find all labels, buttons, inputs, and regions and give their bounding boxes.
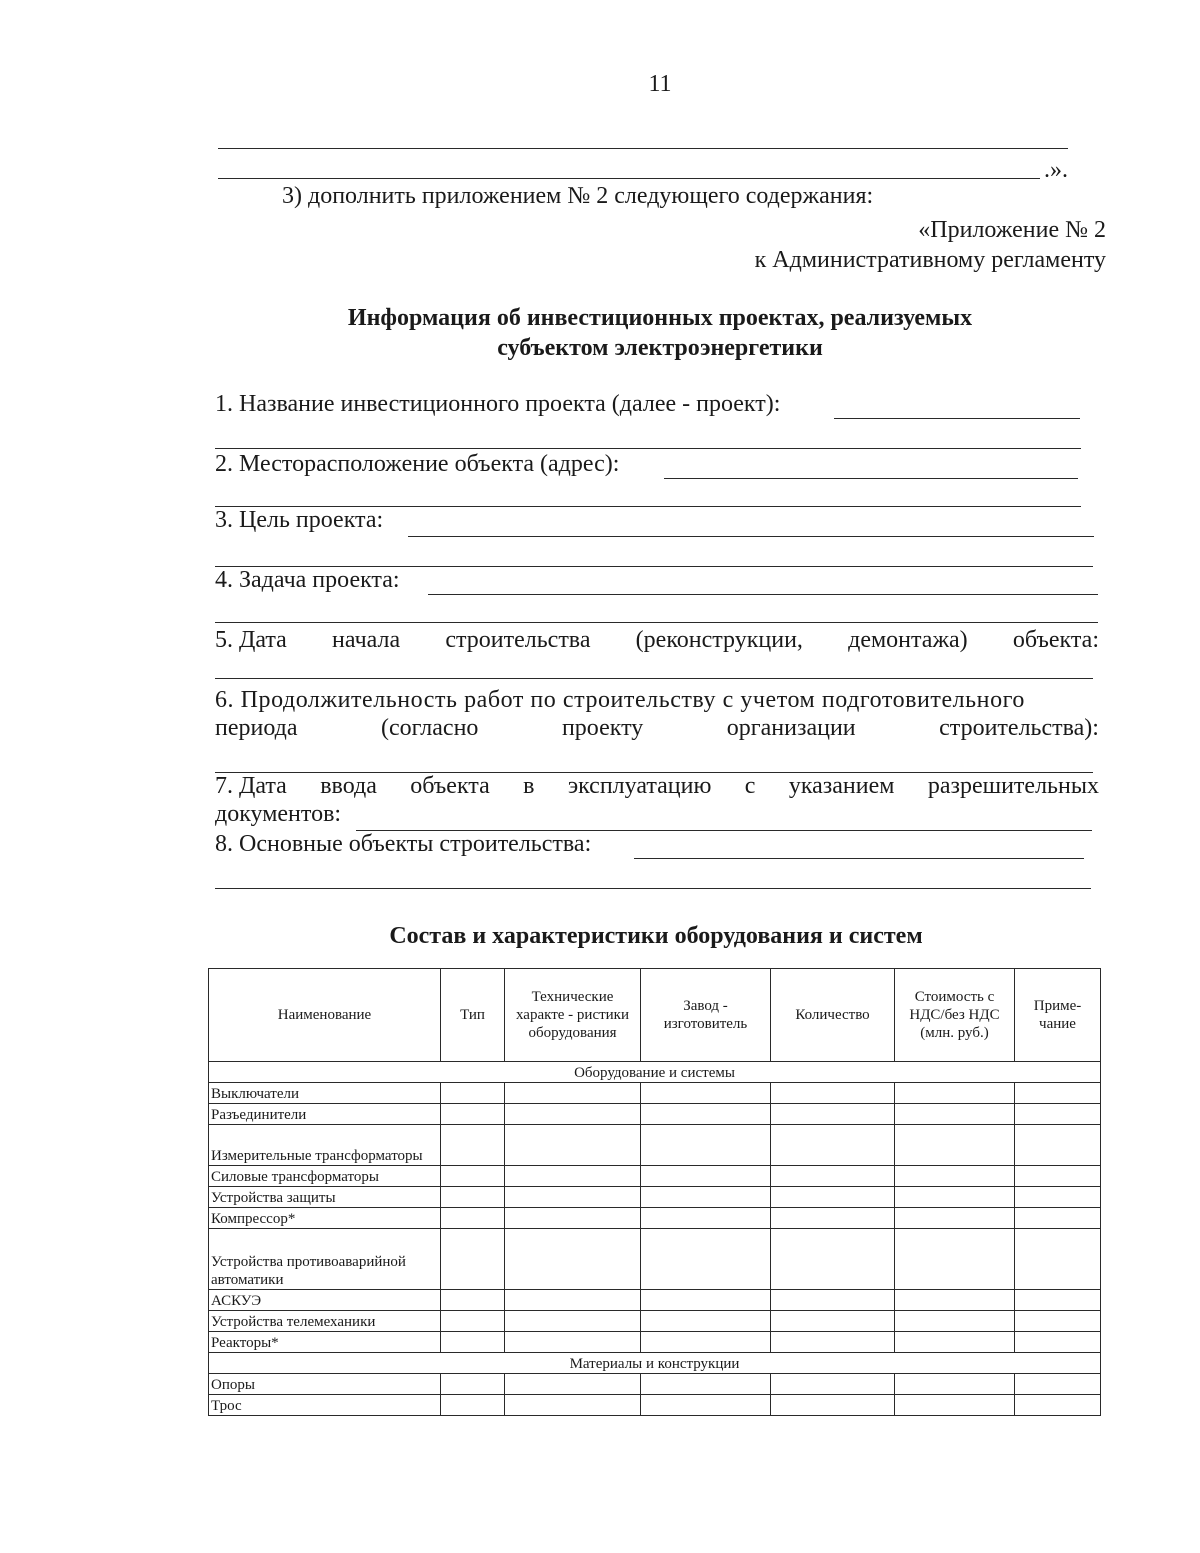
- field-7-word: эксплуатацию: [567, 773, 712, 799]
- appendix-line-2: к Административному регламенту: [754, 247, 1106, 273]
- cell[interactable]: [771, 1083, 895, 1104]
- cell[interactable]: [771, 1290, 895, 1311]
- field-7-word: с: [744, 773, 756, 799]
- cell[interactable]: [505, 1395, 641, 1416]
- table-row: [209, 1083, 1101, 1104]
- column-header: Завод - изготовитель: [641, 969, 771, 1062]
- cell[interactable]: [771, 1229, 895, 1290]
- cell[interactable]: [771, 1311, 895, 1332]
- cell[interactable]: [641, 1332, 771, 1353]
- row-name: Измерительные трансформаторы: [209, 1125, 441, 1166]
- column-header: Тип: [441, 969, 505, 1062]
- field-6-word: (согласно: [381, 715, 479, 741]
- cell[interactable]: [895, 1229, 1015, 1290]
- table-row: [209, 1395, 1101, 1416]
- field-6-word: проекту: [561, 715, 644, 741]
- row-name: Силовые трансформаторы: [209, 1166, 441, 1187]
- field-7-word: объекта: [410, 773, 490, 799]
- column-header: Технические характе - ристики оборудования: [505, 969, 641, 1062]
- cell[interactable]: [441, 1125, 505, 1166]
- field-3-blank[interactable]: [408, 536, 1094, 537]
- cell[interactable]: [641, 1187, 771, 1208]
- cell[interactable]: [641, 1311, 771, 1332]
- cell[interactable]: [895, 1166, 1015, 1187]
- field-4-blank-2[interactable]: [215, 622, 1098, 623]
- cell[interactable]: [441, 1374, 505, 1395]
- field-6-word: строительства):: [939, 715, 1099, 741]
- cell[interactable]: [441, 1290, 505, 1311]
- table-row: [209, 1187, 1101, 1208]
- field-4-label: 4. Задача проекта:: [215, 567, 400, 593]
- field-1-blank[interactable]: [834, 418, 1080, 419]
- row-name: АСКУЭ: [209, 1290, 441, 1311]
- cell[interactable]: [1015, 1229, 1101, 1290]
- field-5-word: объекта:: [1012, 627, 1099, 653]
- field-6-line-1: 6. Продолжительность работ по строительству с учетом подготовительного: [215, 687, 1025, 713]
- cell[interactable]: [895, 1332, 1015, 1353]
- cell[interactable]: [641, 1229, 771, 1290]
- cell[interactable]: [1015, 1166, 1101, 1187]
- cell[interactable]: [1015, 1290, 1101, 1311]
- cell[interactable]: [641, 1104, 771, 1125]
- field-6-word: организации: [726, 715, 856, 741]
- field-8-blank-2[interactable]: [215, 888, 1091, 889]
- cell[interactable]: [505, 1311, 641, 1332]
- field-7-word: указанием: [788, 773, 895, 799]
- cell[interactable]: [441, 1311, 505, 1332]
- cell[interactable]: [505, 1208, 641, 1229]
- field-7-word: разрешительных: [927, 773, 1099, 799]
- cell[interactable]: [771, 1395, 895, 1416]
- closing-mark: .».: [1044, 157, 1068, 183]
- document-title-line-1: Информация об инвестиционных проектах, реализуемых: [347, 305, 973, 331]
- field-5-word: строительства: [445, 627, 591, 653]
- cell[interactable]: [441, 1229, 505, 1290]
- field-7-line-1: [215, 772, 1099, 800]
- field-5-blank[interactable]: [215, 678, 1093, 679]
- cell[interactable]: [641, 1290, 771, 1311]
- table-row: [209, 1208, 1101, 1229]
- cell[interactable]: [505, 1083, 641, 1104]
- cell[interactable]: [1015, 1125, 1101, 1166]
- field-5-label: [215, 626, 1099, 654]
- row-name: Опоры: [209, 1374, 441, 1395]
- document-title-line-2: субъектом электроэнергетики: [497, 335, 823, 361]
- table-title: Состав и характеристики оборудования и систем: [389, 923, 923, 949]
- field-3-label: 3. Цель проекта:: [215, 507, 384, 533]
- row-name: Разъединители: [209, 1104, 441, 1125]
- cell[interactable]: [505, 1187, 641, 1208]
- table-row: [209, 1229, 1101, 1290]
- section-row: [209, 1353, 1101, 1374]
- cell[interactable]: [895, 1395, 1015, 1416]
- table-row: [209, 1311, 1101, 1332]
- cell[interactable]: [441, 1208, 505, 1229]
- cell[interactable]: [771, 1104, 895, 1125]
- field-6-line-2: [215, 714, 1099, 742]
- cell[interactable]: [895, 1083, 1015, 1104]
- column-header: Стоимость с НДС/без НДС (млн. руб.): [895, 969, 1015, 1062]
- row-name: Реакторы*: [209, 1332, 441, 1353]
- field-6-word: периода: [215, 715, 298, 741]
- table-row: [209, 1290, 1101, 1311]
- cell[interactable]: [1015, 1208, 1101, 1229]
- cell[interactable]: [771, 1208, 895, 1229]
- page-number: 11: [648, 71, 672, 97]
- row-name: Устройства защиты: [209, 1187, 441, 1208]
- cell[interactable]: [505, 1166, 641, 1187]
- field-7-line-2: документов:: [215, 801, 342, 827]
- cell[interactable]: [441, 1395, 505, 1416]
- field-7-word: в: [523, 773, 535, 799]
- field-8-blank[interactable]: [634, 858, 1084, 859]
- cell[interactable]: [505, 1125, 641, 1166]
- field-1-label: 1. Название инвестиционного проекта (далее - проект):: [215, 391, 781, 417]
- field-7-word: ввода: [320, 773, 377, 799]
- field-5-word: (реконструкции,: [635, 627, 803, 653]
- cell[interactable]: [1015, 1083, 1101, 1104]
- field-7-word: 7. Дата: [215, 773, 287, 799]
- table-row: [209, 1374, 1101, 1395]
- section-row: [209, 1062, 1101, 1083]
- table-row: [209, 1332, 1101, 1353]
- cell[interactable]: [895, 1208, 1015, 1229]
- table-row: [209, 1104, 1101, 1125]
- column-header: Количество: [771, 969, 895, 1062]
- cell[interactable]: [441, 1083, 505, 1104]
- field-8-label: 8. Основные объекты строительства:: [215, 831, 592, 857]
- table-row: [209, 1166, 1101, 1187]
- cell[interactable]: [641, 1125, 771, 1166]
- cell[interactable]: [1015, 1374, 1101, 1395]
- cell[interactable]: [895, 1187, 1015, 1208]
- cell[interactable]: [771, 1332, 895, 1353]
- cell[interactable]: [441, 1187, 505, 1208]
- blank-line: [218, 148, 1068, 149]
- cell[interactable]: [441, 1332, 505, 1353]
- item-3-text: 3) дополнить приложением № 2 следующего содержания:: [282, 183, 874, 209]
- field-2-blank[interactable]: [664, 478, 1078, 479]
- cell[interactable]: [1015, 1395, 1101, 1416]
- row-name: Устройства противоаварийной автоматики: [209, 1229, 441, 1290]
- section-header: Материалы и конструкции: [209, 1353, 1101, 1374]
- cell[interactable]: [895, 1311, 1015, 1332]
- cell[interactable]: [441, 1104, 505, 1125]
- row-name: Трос: [209, 1395, 441, 1416]
- column-header: Наименование: [209, 969, 441, 1062]
- appendix-line-1: «Приложение № 2: [918, 217, 1106, 243]
- field-5-word: 5. Дата: [215, 627, 287, 653]
- cell[interactable]: [895, 1104, 1015, 1125]
- cell[interactable]: [895, 1290, 1015, 1311]
- cell[interactable]: [505, 1229, 641, 1290]
- row-name: Устройства телемеханики: [209, 1311, 441, 1332]
- cell[interactable]: [895, 1125, 1015, 1166]
- row-name: Выключатели: [209, 1083, 441, 1104]
- field-4-blank[interactable]: [428, 594, 1098, 595]
- blank-line: [218, 178, 1040, 179]
- section-header: Оборудование и системы: [209, 1062, 1101, 1083]
- row-name: Компрессор*: [209, 1208, 441, 1229]
- cell[interactable]: [441, 1166, 505, 1187]
- cell[interactable]: [771, 1187, 895, 1208]
- cell[interactable]: [1015, 1187, 1101, 1208]
- cell[interactable]: [641, 1166, 771, 1187]
- cell[interactable]: [1015, 1332, 1101, 1353]
- cell[interactable]: [505, 1374, 641, 1395]
- cell[interactable]: [771, 1374, 895, 1395]
- field-1-blank-2[interactable]: [215, 448, 1081, 449]
- cell[interactable]: [771, 1166, 895, 1187]
- equipment-table: [208, 968, 1100, 1416]
- cell[interactable]: [505, 1104, 641, 1125]
- table-row: [209, 1125, 1101, 1166]
- cell[interactable]: [641, 1395, 771, 1416]
- field-2-label: 2. Месторасположение объекта (адрес):: [215, 451, 620, 477]
- cell[interactable]: [505, 1290, 641, 1311]
- cell[interactable]: [505, 1332, 641, 1353]
- cell[interactable]: [1015, 1311, 1101, 1332]
- column-header: Приме- чание: [1015, 969, 1101, 1062]
- field-5-word: начала: [332, 627, 401, 653]
- cell[interactable]: [771, 1125, 895, 1166]
- cell[interactable]: [641, 1083, 771, 1104]
- cell[interactable]: [641, 1374, 771, 1395]
- cell[interactable]: [895, 1374, 1015, 1395]
- field-5-word: демонтажа): [848, 627, 968, 653]
- table-header-row: [209, 969, 1101, 1062]
- cell[interactable]: [1015, 1104, 1101, 1125]
- cell[interactable]: [641, 1208, 771, 1229]
